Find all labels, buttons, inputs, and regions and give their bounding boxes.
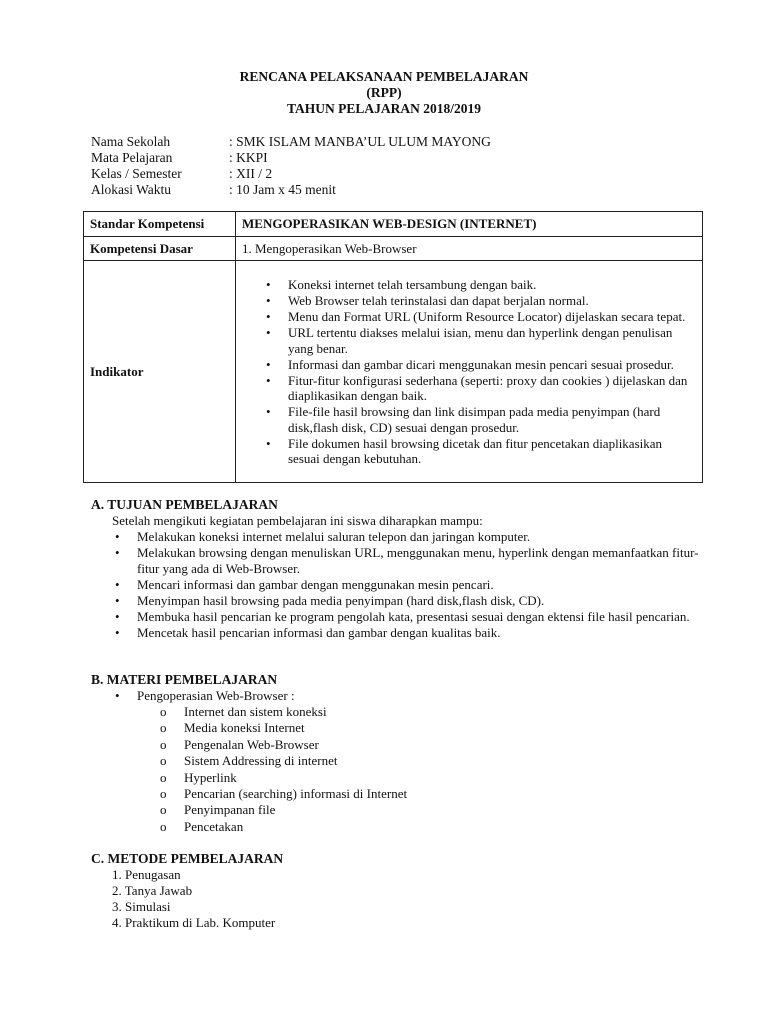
circle-bullet-icon: o [160, 769, 167, 785]
list-item [242, 404, 696, 435]
circle-bullet-icon: o [160, 802, 167, 818]
list-item [242, 436, 696, 467]
list-item [91, 545, 711, 577]
list-item-text: Menyimpan hasil browsing pada media penyimpan (hard disk,flash disk, CD). [137, 593, 545, 608]
list-item [91, 593, 711, 609]
identity-value: : XII / 2 [229, 166, 273, 181]
list-item [242, 357, 696, 373]
list-item-text: Sistem Addressing di internet [184, 753, 338, 769]
list-item [242, 277, 696, 293]
list-item-text: File dokumen hasil browsing dicetak dan fitur pencetakan diaplikasikan sesuai dengan kebutuhan. [288, 435, 663, 466]
list-item-text: Fitur-fitur konfigurasi sederhana (seperti: proxy dan cookies ) dijelaskan dan diaplikasikan dengan baik. [288, 372, 688, 403]
identity-block [91, 134, 651, 198]
list-item-text: Pencarian (searching) informasi di Internet [184, 786, 408, 802]
list-item [242, 373, 696, 404]
materi-list [91, 688, 711, 704]
identity-label: Kelas / Semester [91, 166, 182, 181]
list-item: 2. Tanya Jawab [112, 883, 193, 898]
bullet-icon: • [266, 372, 271, 388]
bullet-icon: • [115, 688, 120, 703]
list-item-text: Penyimpanan file [184, 802, 276, 818]
section-intro: Setelah mengikuti kegiatan pembelajaran ini siswa diharapkan mampu: [112, 513, 483, 528]
list-item-text: Hyperlink [184, 769, 237, 785]
title-line-3: TAHUN PELAJARAN 2018/2019 [286, 101, 481, 116]
list-item-text: Melakukan koneksi internet melalui saluran telepon dan jaringan komputer. [137, 529, 531, 544]
sub-list-item [91, 737, 711, 753]
sub-list-item [91, 753, 711, 769]
list-item [242, 309, 696, 325]
standar-value: MENGOPERASIKAN WEB-DESIGN (INTERNET) [236, 212, 703, 237]
bullet-icon: • [115, 545, 120, 560]
competency-table [83, 211, 703, 483]
list-item-text: Mencetak hasil pencarian informasi dan gambar dengan kualitas baik. [137, 625, 501, 640]
list-item-text: Informasi dan gambar dicari menggunakan mesin pencari sesuai prosedur. [288, 356, 674, 372]
bullet-icon: • [266, 277, 271, 292]
identity-value: : SMK ISLAM MANBA’UL ULUM MAYONG [229, 134, 491, 149]
list-item-text: Web Browser telah terinstalasi dan dapat berjalan normal. [288, 293, 589, 308]
title-line-1: RENCANA PELAKSANAAN PEMBELAJARAN [239, 69, 529, 84]
list-item [91, 688, 711, 704]
list-item [91, 577, 711, 593]
bullet-icon: • [115, 577, 120, 592]
tujuan-list [91, 529, 711, 641]
circle-bullet-icon: o [160, 818, 167, 834]
bullet-icon: • [266, 356, 271, 372]
identity-row-subject [91, 150, 651, 166]
title-line-2: (RPP) [366, 85, 402, 100]
materi-sublist [91, 704, 711, 835]
list-item-text: Mencari informasi dan gambar dengan menggunakan mesin pencari. [137, 577, 494, 592]
circle-bullet-icon: o [160, 753, 167, 769]
document-title [0, 69, 768, 117]
list-item-text: Pengenalan Web-Browser [184, 736, 319, 752]
list-item-text: Menu dan Format URL (Uniform Resource Locator) dijelaskan secara tepat. [288, 309, 686, 324]
circle-bullet-icon: o [160, 704, 167, 719]
bullet-icon: • [266, 435, 271, 451]
bullet-icon: • [115, 625, 120, 640]
bullet-icon: • [115, 609, 120, 624]
identity-label: Nama Sekolah [91, 134, 171, 149]
table-row-dasar [84, 237, 703, 261]
list-item-text: Internet dan sistem koneksi [184, 704, 327, 719]
list-item-text: Membuka hasil pencarian ke program pengolah kata, presentasi sesuai dengan ektensi file hasil pencarian. [137, 609, 690, 624]
circle-bullet-icon: o [160, 786, 167, 802]
identity-row-time [91, 182, 651, 198]
circle-bullet-icon: o [160, 720, 167, 736]
list-item [91, 625, 711, 641]
identity-value: : 10 Jam x 45 menit [229, 182, 336, 197]
list-item: 4. Praktikum di Lab. Komputer [112, 915, 276, 930]
list-item-text: URL tertentu diakses melalui isian, menu dan hyperlink dengan penulisan yang benar. [288, 325, 673, 356]
section-heading: C. METODE PEMBELAJARAN [91, 851, 284, 866]
sub-list-item [91, 770, 711, 786]
bullet-icon: • [266, 293, 271, 308]
table-row-standar [84, 212, 703, 237]
section-heading: B. MATERI PEMBELAJARAN [91, 672, 278, 687]
identity-label: Mata Pelajaran [91, 150, 173, 165]
standar-label: Standar Kompetensi [84, 212, 236, 237]
metode-list [91, 867, 711, 931]
list-item [91, 609, 711, 625]
sub-list-item [91, 704, 711, 720]
section-tujuan [91, 497, 711, 641]
list-item [91, 529, 711, 545]
identity-row-class [91, 166, 651, 182]
sub-list-item [91, 819, 711, 835]
dasar-label: Kompetensi Dasar [84, 237, 236, 261]
list-item-text: Melakukan browsing dengan menuliskan URL, menggunakan menu, hyperlink dengan memanfaatkan fitur-fitur yang ada di Web-Browser. [137, 545, 699, 576]
identity-value: : KKPI [229, 150, 268, 165]
circle-bullet-icon: o [160, 736, 167, 752]
bullet-icon: • [266, 404, 271, 419]
list-item: 3. Simulasi [112, 899, 171, 914]
table-row-indikator [84, 261, 703, 483]
section-heading: A. TUJUAN PEMBELAJARAN [91, 497, 278, 512]
bullet-icon: • [266, 325, 271, 340]
identity-row-school [91, 134, 651, 150]
indikator-list [242, 274, 696, 469]
bullet-icon: • [266, 309, 271, 324]
dasar-value: 1. Mengoperasikan Web-Browser [236, 237, 703, 261]
sub-list-item [91, 802, 711, 818]
list-item-text: Pencetakan [184, 818, 244, 834]
indikator-label: Indikator [84, 261, 236, 483]
sub-list-item [91, 786, 711, 802]
section-materi [91, 672, 711, 835]
list-item-text: Pengoperasian Web-Browser : [137, 688, 295, 703]
bullet-icon: • [115, 593, 120, 608]
list-item-text: Media koneksi Internet [184, 720, 305, 736]
list-item [242, 325, 696, 356]
list-item-text: Koneksi internet telah tersambung dengan baik. [288, 277, 537, 292]
sub-list-item [91, 720, 711, 736]
identity-label: Alokasi Waktu [91, 182, 172, 197]
section-metode [91, 851, 711, 931]
list-item-text: File-file hasil browsing dan link disimpan pada media penyimpan (hard disk,flash disk, CD) sesuai dengan prosedur. [288, 404, 661, 435]
bullet-icon: • [115, 529, 120, 544]
list-item: 1. Penugasan [112, 867, 181, 882]
indikator-cell [236, 261, 703, 483]
list-item [242, 293, 696, 309]
